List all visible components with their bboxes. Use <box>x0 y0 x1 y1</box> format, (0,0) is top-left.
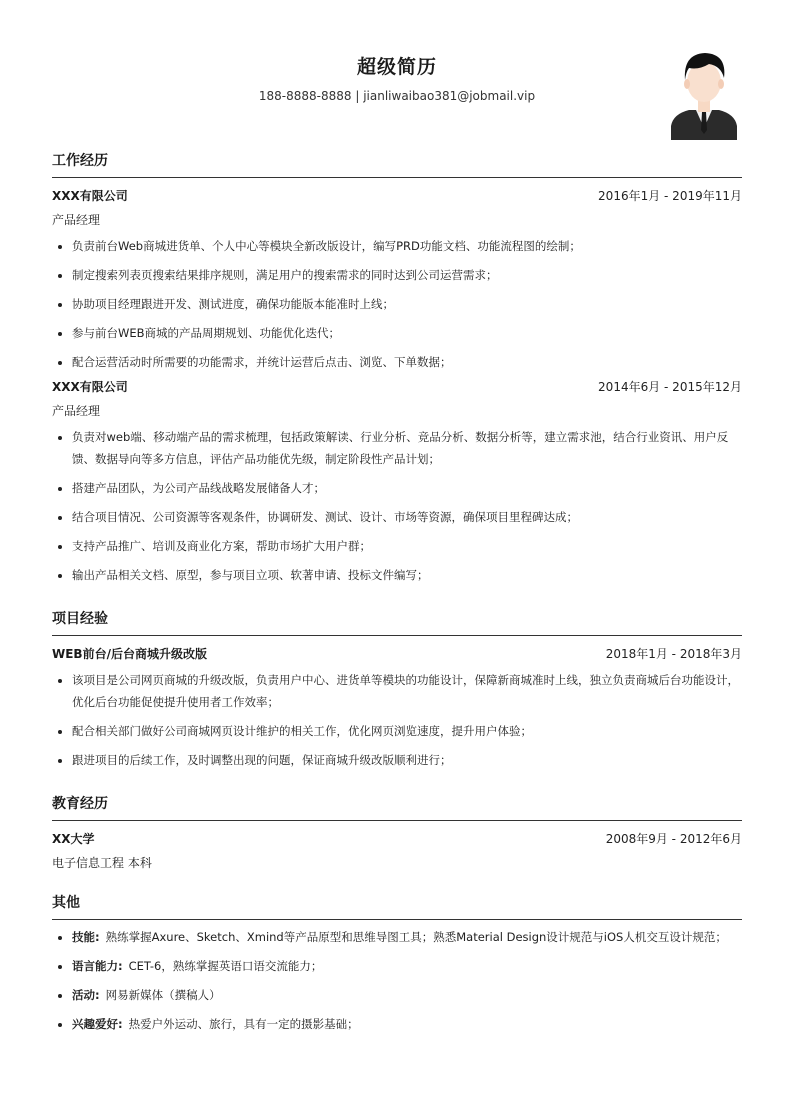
bullet-list <box>52 926 742 1035</box>
list-item <box>72 1013 742 1035</box>
other-section <box>52 892 742 1035</box>
work-entry <box>52 189 742 373</box>
resume-page <box>52 0 742 1057</box>
item-label: 兴趣爱好: <box>72 1017 123 1031</box>
list-item: • 配合相关部门做好公司商城网页设计维护的相关工作，优化网页浏览速度，提升用户体验； <box>72 720 742 742</box>
school-name: XX大学 <box>52 832 95 846</box>
work-section <box>52 150 742 586</box>
list-item <box>72 984 742 1006</box>
education-section <box>52 793 742 870</box>
entry-date: 2008年9月 - 2012年6月 <box>605 832 742 846</box>
bullet-list <box>52 669 742 771</box>
candidate-name: 超级简历 <box>356 56 437 78</box>
list-item: • 协助项目经理跟进开发、测试进度，确保功能版本能准时上线； <box>72 293 742 315</box>
contact-info: 188-8888-8888 | jianliwaibao381@jobmail.vip <box>258 89 536 103</box>
other-section-title: 其他 <box>52 892 742 920</box>
list-item: • 输出产品相关文档、原型，参与项目立项、软著申请、投标文件编写； <box>72 564 742 586</box>
entry-date: 2018年1月 - 2018年3月 <box>605 647 742 661</box>
education-section-title: 教育经历 <box>52 793 742 821</box>
project-section <box>52 608 742 771</box>
list-item: • 参与前台WEB商城的产品周期规划、功能优化迭代； <box>72 322 742 344</box>
list-item: • 该项目是公司网页商城的升级改版，负责用户中心、进货单等模块的功能设计，保障新商城准时上线，独立负责商城后台功能设计，优化后台功能促使提升使用者工作效率； <box>72 669 742 713</box>
bullet-list <box>52 235 742 373</box>
item-text: 网易新媒体（撰稿人） <box>105 988 221 1002</box>
list-item: • 搭建产品团队，为公司产品线战略发展储备人才； <box>72 477 742 499</box>
entry-date: 2014年6月 - 2015年12月 <box>598 380 742 394</box>
item-label: 技能: <box>72 930 100 944</box>
degree: 电子信息工程 本科 <box>52 856 152 870</box>
company-name: XXX有限公司 <box>52 189 128 203</box>
item-label: 活动: <box>72 988 100 1002</box>
list-item <box>72 926 742 948</box>
project-name: WEB前台/后台商城升级改版 <box>52 647 207 661</box>
item-text: 熟练掌握Axure、Sketch、Xmind等产品原型和思维导图工具；熟悉Material Design设计规范与iOS人机交互设计规范； <box>105 930 727 944</box>
avatar <box>669 48 739 140</box>
work-section-title: 工作经历 <box>52 150 742 178</box>
list-item: • 负责前台Web商城进货单、个人中心等模块全新改版设计，编写PRD功能文档、功能流程图的绘制； <box>72 235 742 257</box>
list-item: • 负责对web端、移动端产品的需求梳理，包括政策解读、行业分析、竞品分析、数据分析等，建立需求池，结合行业资讯、用户反馈、数据导向等多方信息，评估产品功能优先级，制定阶段性产品计划； <box>72 426 742 470</box>
project-section-title: 项目经验 <box>52 608 742 636</box>
list-item: • 跟进项目的后续工作，及时调整出现的问题，保证商城升级改版顺利进行； <box>72 749 742 771</box>
project-entry <box>52 647 742 771</box>
education-entry <box>52 832 742 870</box>
list-item <box>72 955 742 977</box>
item-text: CET-6，熟练掌握英语口语交流能力； <box>128 959 323 973</box>
list-item: • 结合项目情况、公司资源等客观条件，协调研发、测试、设计、市场等资源，确保项目里程碑达成； <box>72 506 742 528</box>
bullet-list <box>52 426 742 586</box>
list-item: • 制定搜索列表页搜索结果排序规则，满足用户的搜索需求的同时达到公司运营需求； <box>72 264 742 286</box>
job-title: 产品经理 <box>52 404 101 418</box>
item-label: 语言能力: <box>72 959 123 973</box>
entry-date: 2016年1月 - 2019年11月 <box>598 189 742 203</box>
company-name: XXX有限公司 <box>52 380 128 394</box>
list-item: • 配合运营活动时所需要的功能需求，并统计运营后点击、浏览、下单数据； <box>72 351 742 373</box>
work-entry <box>52 380 742 586</box>
list-item: • 支持产品推广、培训及商业化方案，帮助市场扩大用户群； <box>72 535 742 557</box>
resume-header <box>52 0 742 150</box>
item-text: 热爱户外运动、旅行，具有一定的摄影基础； <box>128 1017 359 1031</box>
job-title: 产品经理 <box>52 213 101 227</box>
